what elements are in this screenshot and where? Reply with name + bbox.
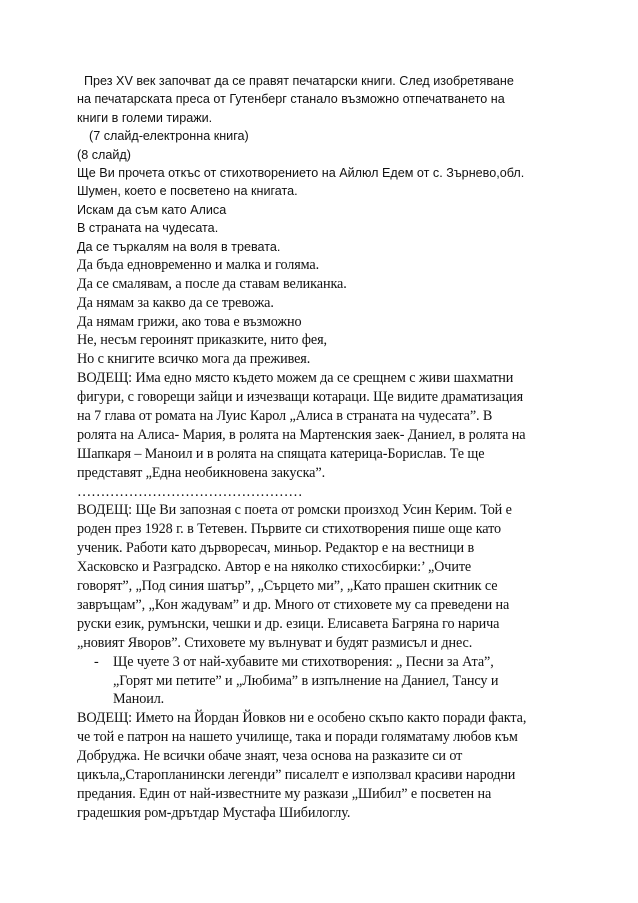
text-line: „новият Яворов”. Стиховете му вълнуват и будят размисъл и днес.	[77, 634, 473, 651]
text-line: книги в големи тиражи.	[77, 110, 213, 125]
text-line: фигури, с говорещи зайци и изчезващи котараци. Ще видите драматизация	[77, 389, 524, 406]
text-line: ученик. Работи като дърворесач, миньор. Редактор е на вестници в	[77, 540, 475, 557]
text-line: градешкия ром-дрътдар Мустафа Шибилоглу.	[77, 804, 351, 821]
list-bullet: -	[94, 653, 99, 670]
poem-line: Да се смалявам, а после да ставам великанка.	[77, 275, 347, 292]
text-line: Шумен, което е посветено на книгата.	[77, 184, 298, 199]
poem-line: Да нямам за какво да се тревожа.	[77, 294, 274, 311]
list-item-text: „Горят ми петите” и „Любима” в изпълнение на Даниел, Тансу и	[113, 672, 499, 689]
poem-line: Искам да съм като Алиса	[77, 202, 227, 217]
text-line: руски език, румънски, чешки и др. езици. Елисавета Багряна го нарича	[77, 615, 500, 632]
text-line: роден през 1928 г. в Тетевен. Първите си стихотворения пише още като	[77, 521, 502, 538]
text-line: представят „Една необикновена закуска”.	[77, 464, 326, 481]
poem-line: Не, несъм героинят приказките, нито фея,	[77, 332, 327, 349]
text-line: (8 слайд)	[77, 147, 131, 162]
poem-line: Да нямам грижи, ако това е възможно	[77, 313, 302, 330]
text-line: завръщам”, „Кон жадувам” и др. Много от стиховете му са преведени на	[77, 596, 510, 613]
text-line: Шапкаря – Маноил и в ролята на спящата катерица-Борислав. Те ще	[77, 445, 485, 462]
text-line: През XV век започват да се правят печатарски книги. След изобретяване	[84, 74, 514, 88]
text-line: цикъла„Старопланински легенди” писалелт е използвал красиви народни	[77, 766, 516, 783]
text-line: Хасковско и Разградско. Автор е на няколко стихосбирки:’ „Очите	[77, 559, 472, 576]
poem-line: Но с книгите всичко мога да преживея.	[77, 351, 311, 368]
text-line: говорят”, „Под синия шатър”, „Сърцето ми”, „Като прашен скитник се	[77, 578, 498, 595]
text-line: ролята на Алиса- Мария, в ролята на Мартенския заек- Даниел, в ролята на	[77, 426, 526, 443]
text-line: че той е патрон на нашето училище, така и поради голяматаму любов към	[77, 729, 518, 746]
text-line: Добруджа. Не всички обаче знаят, чеза основа на разказите си от	[77, 748, 463, 765]
poem-line: Да се търкалям на воля в тревата.	[77, 239, 281, 254]
text-line: (7 слайд-електронна книга)	[89, 129, 249, 144]
text-line: Ще Ви прочета откъс от стихотворението на Айлюл Едем от с. Зърнево,обл.	[77, 165, 525, 180]
text-line: на 7 глава от ромата на Луис Карол „Алиса в страната на чудесата”. В	[77, 408, 493, 425]
list-item-text: Ще чуете 3 от най-хубавите ми стихотворения: „ Песни за Ата”,	[113, 653, 494, 670]
list-item-text: Маноил.	[113, 691, 165, 708]
text-line: ВОДЕЩ: Името на Йордан Йовков ни е особено скъпо както поради факта,	[77, 710, 527, 727]
poem-line: Да бъда едновременно и малка и голяма.	[77, 256, 320, 273]
text-line: предания. Един от най-известните му разкази „Шибил” е посветен на	[77, 785, 492, 802]
text-line: ВОДЕЩ: Има едно място където можем да се срещнем с живи шахматни	[77, 370, 514, 387]
list-item	[77, 653, 577, 672]
document-body	[77, 72, 577, 823]
separator-line: …………………………………………	[77, 483, 303, 500]
text-line: ВОДЕЩ: Ще Ви запозная с поета от ромски произход Усин Керим. Той е	[77, 502, 512, 519]
poem-line: В страната на чудесата.	[77, 221, 219, 236]
text-line: на печатарската преса от Гутенберг станало възможно отпечатването на	[77, 92, 505, 107]
